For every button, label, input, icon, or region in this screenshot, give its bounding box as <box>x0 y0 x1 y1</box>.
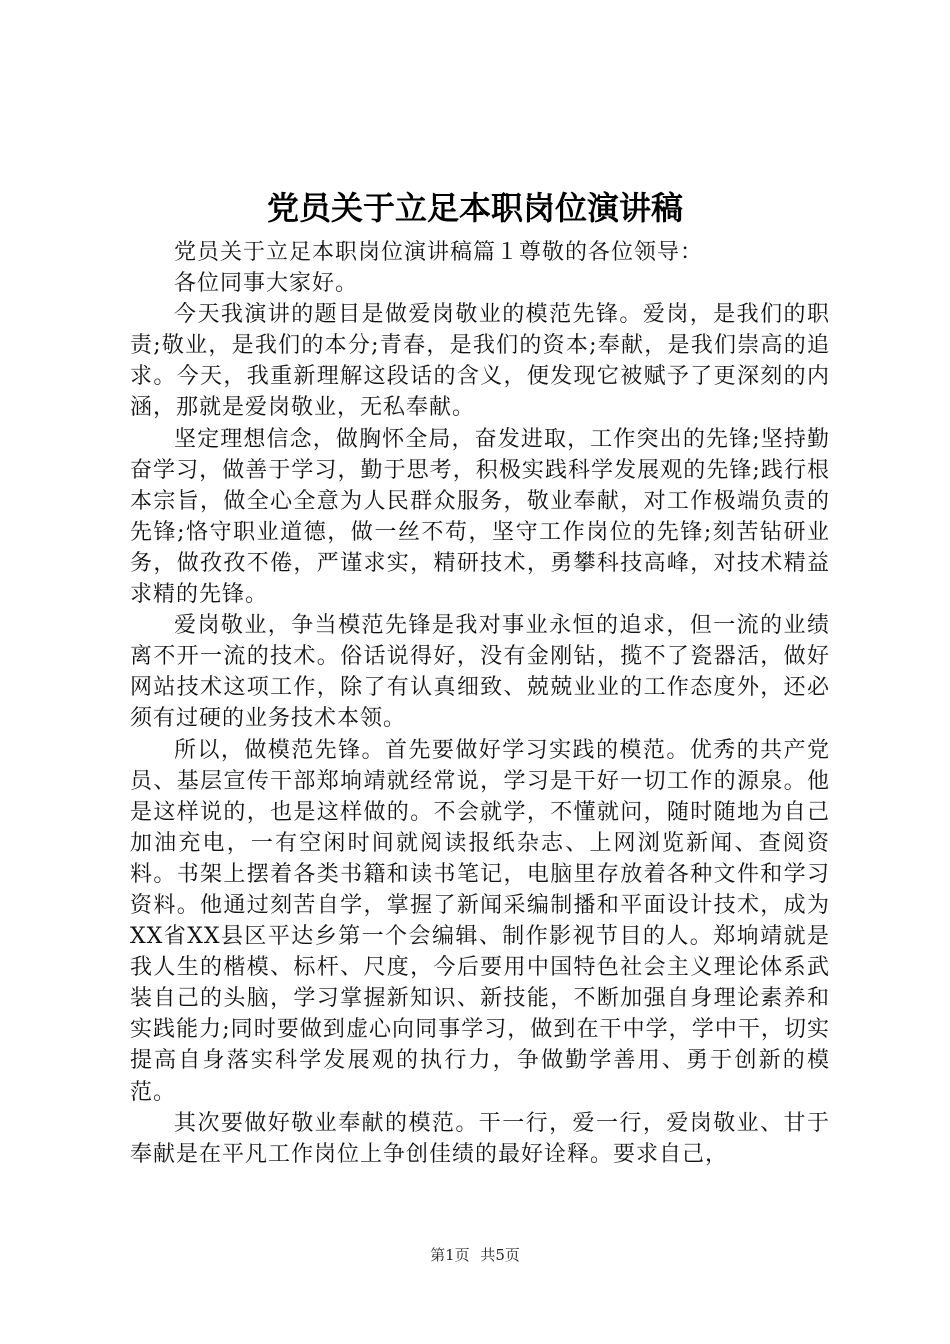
paragraph: 所以，做模范先锋。首先要做好学习实践的模范。优秀的共产党员、基层宣传干部郑垧靖就经常说，学习是干好一切工作的源泉。他是这样说的，也是这样做的。不会就学，不懂就问，随时随地为自己加油充电，一有空闲时间就阅读报纸杂志、上网浏览新闻、查阅资料。书架上摆着各类书籍和读书笔记，电脑里存放着各种文件和学习资料。他通过刻苦自学，掌握了新闻采编制播和平面设计技术，成为XX省XX县区平达乡第一个会编辑、制作影视节目的人。郑垧靖就是我人生的楷模、标杆、尺度，今后要用中国特色社会主义理论体系武装自己的头脑，学习掌握新知识、新技能，不断加强自身理论素养和实践能力;同时要做到虚心向同事学习，做到在干中学，学中干，切实提高自身落实科学发展观的执行力，争做勤学善用、勇于创新的模范。 <box>130 737 830 1105</box>
paragraph: 党员关于立足本职岗位演讲稿篇１尊敬的各位领导： <box>174 240 704 265</box>
paragraph: 其次要做好敬业奉献的模范。干一行，爱一行，爱岗敬业、甘于奉献是在平凡工作岗位上争创佳绩的最好诠释。要求自己， <box>130 1110 830 1167</box>
paragraph: 各位同事大家好。 <box>174 271 359 297</box>
page-total: 共5页 <box>480 1246 520 1264</box>
page-number: 第1页 <box>430 1246 470 1264</box>
document-body <box>130 237 830 1170</box>
page-footer <box>0 1244 950 1266</box>
paragraph: 今天我演讲的题目是做爱岗敬业的模范先锋。爱岗，是我们的职责;敬业，是我们的本分;青春，是我们的资本;奉献，是我们崇高的追求。今天，我重新理解这段话的含义，便发现它被赋予了更深刻的内涵，那就是爱岗敬业，无私奉献。 <box>130 302 830 421</box>
paragraph: 爱岗敬业，争当模范先锋是我对事业永恒的追求，但一流的业绩离不开一流的技术。俗话说得好，没有金刚钻，揽不了瓷器活，做好网站技术这项工作，除了有认真细致、兢兢业业的工作态度外，还必须有过硬的业务技术本领。 <box>130 613 830 732</box>
document-title: 党员关于立足本职岗位演讲稿 <box>266 189 683 227</box>
paragraph: 坚定理想信念，做胸怀全局，奋发进取，工作突出的先锋;坚持勤奋学习，做善于学习，勤于思考，积极实践科学发展观的先锋;践行根本宗旨，做全心全意为人民群众服务，敬业奉献，对工作极端负责的先锋;恪守职业道德，做一丝不苟，坚守工作岗位的先锋;刻苦钻研业务，做孜孜不倦，严谨求实，精研技术，勇攀科技高峰，对技术精益求精的先锋。 <box>130 426 830 608</box>
